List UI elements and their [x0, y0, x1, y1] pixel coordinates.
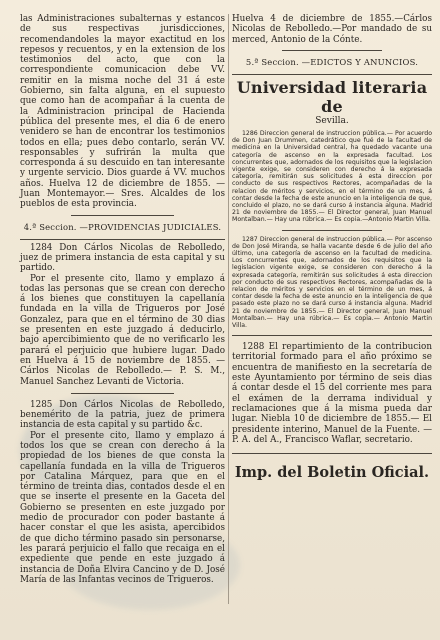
university-title: Universidad literaria de	[236, 77, 428, 116]
notice-1285-body: Por el presente cito, llamo y emplazo á todos los que se crean con derecho á la propiedad de los bienes de que consta la capellanía fundada en la villa de Trigueros por Catalina Márquez, para que en el término de treinta dias, contados desde el en que se inserte el presente en la Gaceta del Gobierno se presenten en este juzgado por medio de procurador con poder bastante á hacer constar el que les asista, apercibidos de que dicho término pasado sin personarse, les parará perjuicio el fallo que recaiga en el expediente que pende en este juzgado á instancia de Doña Elvira Cancino y de D. José María de las Infantas vecinos de Trigueros.	[20, 430, 225, 585]
rule	[282, 50, 382, 51]
notice-1284-body: Por el presente cito, llamo y emplazo á todas las personas que se crean con derecho á los bienes que constituyen la capellanía fundada en la villa de Trigueros por José Gonzalez, para que en el término de 30 dias se presenten en este juzgado á deducirlo, bajo apercibimiento que de no verificarlo les parará el perjuicio que hubiere lugar. Dado en Huelva á 15 de noviembre de 1855. —Cárlos Nicolas de Rebolledo.— P. S. M., Manuel Sanchez Levanti de Victoria.	[20, 273, 225, 387]
rule	[282, 230, 382, 231]
notice-1288: 1288 El repartimiento de la contribucion territorial formado para el año próximo se encuentra de manifiesto en la secretaría de este Ayuntamiento por término de seis dias á contar desde el 15 del corriente mes para el exámen de la derrama individual y reclamaciones que á la misma pueda dar lugar. Niebla 10 de diciembre de 1855.— El presidente interino, Manuel de la Fuente. —P. A. del A., Francisco Waflar, secretario.	[232, 342, 432, 445]
rule	[232, 453, 432, 454]
rule	[232, 335, 432, 336]
notice-1285-heading: 1285 Don Cárlos Nicolas de Rebolledo, benemérito de la patria, juez de primera instancia de esta capital y su partido &c.	[20, 399, 225, 431]
right-top-paragraph: Huelva 4 de diciembre de 1855.—Cárlos Nicolas de Rebolledo.—Por mandado de su merced, Antonio de la Cónte.	[232, 14, 432, 45]
section-heading-edicts: 5.ª Seccion. —EDICTOS Y ANUNCIOS.	[245, 56, 419, 67]
notice-1287: 1287 Direccion general de instruccion pública.— Por ascenso de Don José Miranda, se halla vacante desde 6 de julio del año último, una categoría de ascenso en la facultad de medicina. Los concurrentes que, adornados de los requisitos que la legislacion vigente exige, se consideren con derecho á la expresada categoría, remitirán sus solicitudes á esta direccion por conducto de sus respectivos Rectores, acompañadas de la relacion de méritos y servicios en el término de un mes, á contar desde la fecha de este anuncio en la inteligencia de que pasado este plazo no se dará curso á instancia alguna. Madrid 21 de noviembre de 1855.— El Director general, Juan Manuel Montalban.— Hay una rúbrica.— Es copia.— Antonio Martin Villa.	[232, 235, 432, 329]
rule	[20, 239, 225, 240]
imprint: Imp. del Boletin Oficial.	[234, 464, 430, 482]
left-column	[20, 14, 225, 585]
rule	[232, 74, 432, 75]
section-heading-judicial: 4.ª Seccion. —PROVIDENCIAS JUDICIALES.	[23, 221, 222, 232]
notice-1286: 1286 Direccion general de instruccion pública.— Por acuerdo de Don Juan Drummen, catedrático que fué de la facultad de medicina en la Universidad central, ha quedado vacante una categoría de ascenso en la expresada facultad. Los concurrentes que, adornados de los requisitos que la legislacion vigente exige, se consideren con derecho á la expresada categoría, remitirán sus solicitudes á esta direccion por conducto de sus respectivos Rectores, acompañadas de la relacion de méritos y servicios, en el término de un mes, á contar desde la fecha de este anuncio en la inteligencia de que, concluido el plazo, no se dará curso á instancia alguna. Madrid 21 de noviembre de 1855.— El Director general, Juan Manuel Montalban.— Hay una rúbrica.— Es copia.—Antonio Martin Villa.	[232, 129, 432, 224]
rule	[71, 393, 174, 394]
rule	[71, 215, 174, 216]
column-divider	[228, 14, 229, 604]
right-column	[232, 14, 432, 481]
university-city: Sevilla.	[315, 115, 349, 126]
notice-1284-heading: 1284 Don Cárlos Nicolas de Rebolledo, juez de primera instancia de esta capital y su partido.	[20, 242, 225, 274]
left-paragraph-continuation: las Administraciones subalternas y estancos de sus respectivas jurisdicciones, recomendandoles la mayor exactitud en los repesos y recuentos, y en la extension de los testimonios del acto, que con la correspondiente comunicacion debe VV. remitir en la misma noche del 31 á este Gobierno, sin falta alguna, en el supuesto que como han de acompañar á la cuenta de la Administracion principal de Hacienda pública del presente mes, el dia 6 de enero venidero se han de encontrar los testimonios todos en ella; pues debo contarlo, serán VV. responsables y sufrirán la multa que corresponda á su descuido en tan interesante y urgente servicio. Dios guarde á VV. muchos años. Huelva 12 de diciembre de 1855. —Juan Montemayor.— Sres. Alcaldes de los pueblos de esta provincia.	[20, 14, 225, 210]
